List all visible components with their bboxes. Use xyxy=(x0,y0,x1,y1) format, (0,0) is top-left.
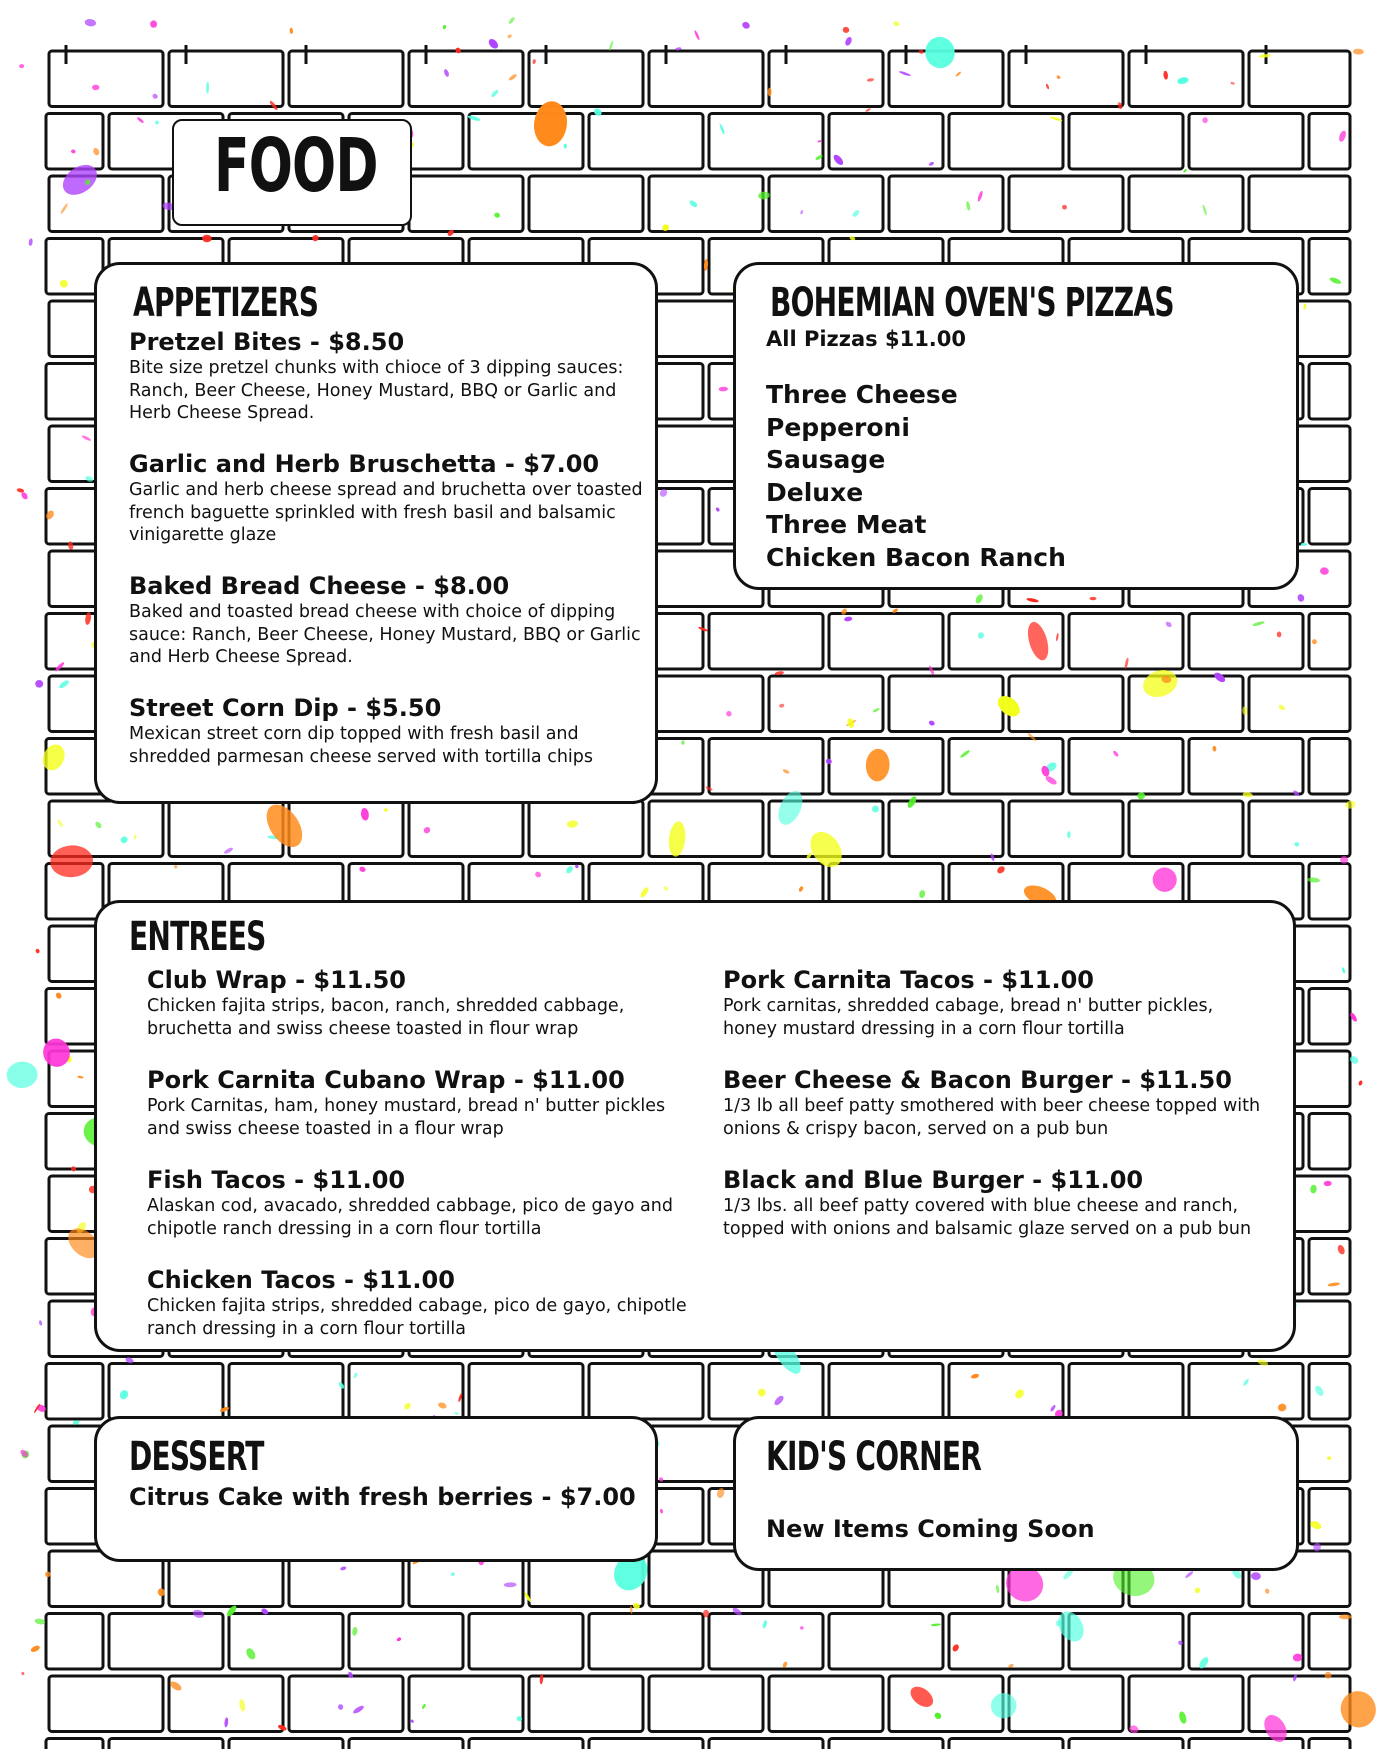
item-description: Baked and toasted bread cheese with choice of dipping sauce: Ranch, Beer Cheese, Honey Mustard, BBQ or Garlic and Herb Cheese Spread. xyxy=(129,602,641,667)
dessert-heading: DESSERT xyxy=(129,1434,264,1480)
item-description: 1/3 lb all beef patty smothered with beer cheese topped with onions & crispy bacon, served on a pub bun xyxy=(723,1096,1261,1139)
menu-item xyxy=(129,327,649,425)
item-description: Pork carnitas, shredded cabage, bread n' butter pickles, honey mustard dressing in a corn flour tortilla xyxy=(723,996,1214,1039)
pizza-list xyxy=(766,379,1066,574)
item-description: Garlic and herb cheese spread and bruchetta over toasted french baguette sprinkled with fresh basil and balsamic vinigarette glaze xyxy=(129,480,643,545)
item-description: Alaskan cod, avacado, shredded cabbage, pico de gayo and chipotle ranch dressing in a corn flour tortilla xyxy=(147,1196,673,1239)
pizza-price-note: All Pizzas $11.00 xyxy=(766,327,967,351)
pizza-item: Pepperoni xyxy=(766,412,910,442)
item-name: Pork Carnita Tacos - $11.00 xyxy=(723,966,1094,994)
dessert-panel xyxy=(94,1416,658,1562)
appetizers-heading: APPETIZERS xyxy=(133,280,319,326)
menu-item xyxy=(147,1065,687,1140)
menu-item xyxy=(723,1165,1263,1240)
item-name: Club Wrap - $11.50 xyxy=(147,966,407,994)
item-name: Pork Carnita Cubano Wrap - $11.00 xyxy=(147,1066,625,1094)
pizza-item: Three Meat xyxy=(766,510,927,539)
item-name: Street Corn Dip - $5.50 xyxy=(129,694,442,722)
menu-item xyxy=(723,965,1263,1040)
item-description: Chicken fajita strips, shredded cabage, pico de gayo, chipotle ranch dressing in a corn flour tortilla xyxy=(147,1296,687,1339)
entrees-heading: ENTREES xyxy=(129,914,266,960)
menu-item xyxy=(147,1165,687,1240)
pizza-item: Sausage xyxy=(766,445,886,474)
item-name: Beer Cheese & Bacon Burger - $11.50 xyxy=(723,1066,1232,1094)
item-name: Pretzel Bites - $8.50 xyxy=(129,328,405,356)
menu-item xyxy=(723,1065,1263,1140)
kids-corner-heading: KID'S CORNER xyxy=(766,1434,982,1480)
menu-item xyxy=(129,693,649,768)
entrees-panel xyxy=(94,900,1296,1352)
appetizers-panel xyxy=(94,262,658,804)
menu-item xyxy=(147,1265,687,1340)
menu-item xyxy=(129,449,649,547)
dessert-item: Citrus Cake with fresh berries - $7.00 xyxy=(129,1483,636,1511)
item-description: Bite size pretzel chunks with chioce of 3 dipping sauces: Ranch, Beer Cheese, Honey Mustard, BBQ or Garlic and Herb Cheese Spread. xyxy=(129,358,624,423)
kids-corner-panel xyxy=(733,1416,1299,1571)
menu-item xyxy=(129,571,649,669)
pizza-item: Chicken Bacon Ranch xyxy=(766,542,1066,572)
menu-title: FOOD xyxy=(214,123,378,209)
item-description: Mexican street corn dip topped with fresh basil and shredded parmesan cheese served with tortilla chips xyxy=(129,724,594,767)
item-name: Fish Tacos - $11.00 xyxy=(147,1166,406,1194)
pizza-item: Deluxe xyxy=(766,477,864,507)
pizzas-heading: BOHEMIAN OVEN'S PIZZAS xyxy=(770,280,1174,326)
kids-corner-note: New Items Coming Soon xyxy=(766,1515,1095,1543)
item-name: Chicken Tacos - $11.00 xyxy=(147,1266,455,1294)
item-name: Baked Bread Cheese - $8.00 xyxy=(129,572,510,600)
item-description: Chicken fajita strips, bacon, ranch, shredded cabbage, bruchetta and swiss cheese toasted in flour wrap xyxy=(147,996,625,1039)
item-name: Garlic and Herb Bruschetta - $7.00 xyxy=(129,450,600,478)
pizzas-panel xyxy=(733,262,1299,590)
item-name: Black and Blue Burger - $11.00 xyxy=(723,1166,1144,1194)
item-description: Pork Carnitas, ham, honey mustard, bread n' butter pickles and swiss cheese toasted in a flour wrap xyxy=(147,1096,666,1139)
menu-item xyxy=(147,965,687,1040)
item-description: 1/3 lbs. all beef patty covered with blue cheese and ranch, topped with onions and balsamic glaze served on a pub bun xyxy=(723,1196,1252,1239)
food-title-box xyxy=(172,119,412,226)
pizza-item: Three Cheese xyxy=(766,380,958,409)
